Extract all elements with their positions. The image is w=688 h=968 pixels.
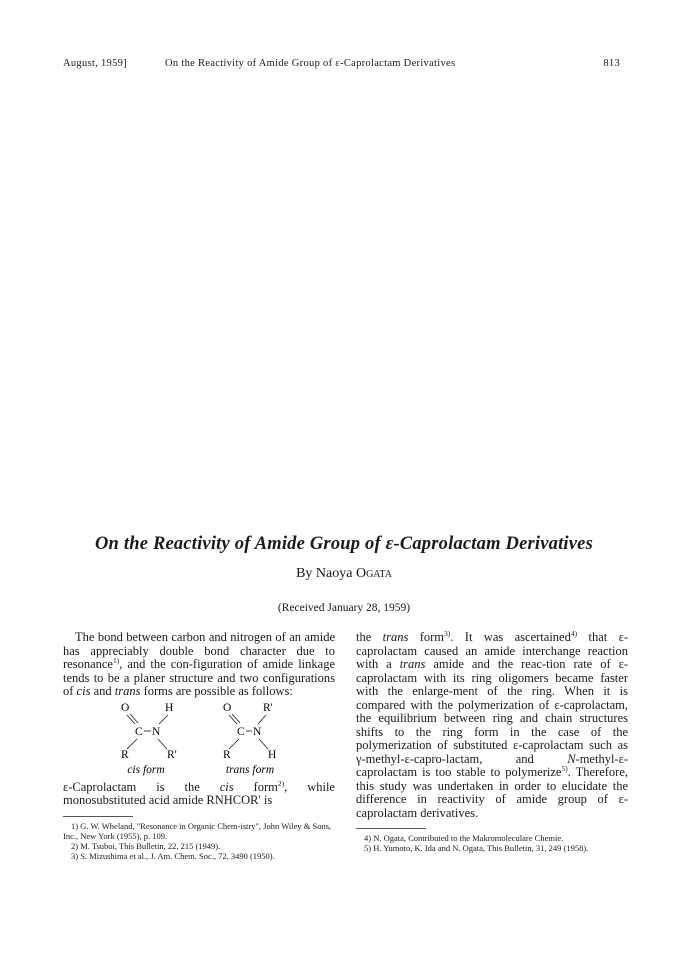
cis-bond-co-2: [130, 714, 138, 723]
cis-hydrogen: H: [165, 701, 174, 714]
n-prefix: N: [567, 751, 576, 766]
footnotes-right: [356, 833, 628, 853]
trans-form-label-text: trans form: [225, 763, 275, 776]
reference-1: 1): [112, 655, 120, 665]
structure-drawing: [63, 701, 335, 777]
footnote-divider: [356, 828, 426, 829]
received-date: (Received January 28, 1959): [277, 602, 411, 614]
article-title: On the Reactivity of Amide Group of ε-Caprolactam Derivatives: [95, 534, 593, 554]
intro-paragraph: [63, 631, 335, 699]
text-run: the: [356, 630, 383, 644]
cis-term: cis: [219, 779, 234, 794]
text-run: and: [90, 684, 115, 698]
reference-2: 2): [277, 778, 285, 788]
trans-bond-co-2: [232, 714, 240, 723]
cis-form-label: [127, 764, 164, 776]
cis-nitrogen: N: [152, 725, 161, 738]
text-run: ε-Caprolactam is the: [63, 779, 220, 794]
header-title: On the Reactivity of Amide Group of ε-Caprolactam Derivatives: [165, 58, 456, 69]
footnote-3: 3) S. Mizushima et al., J. Am. Chem. Soc., 72, 3490 (1950).: [71, 850, 275, 861]
text-run: , and the con-figuration of amide linkage tends to be a planer structure and two configurations of: [63, 657, 335, 698]
page-number: 813: [603, 58, 620, 69]
right-column: [356, 628, 628, 853]
cis-r-group: R: [121, 748, 129, 761]
running-header: [63, 58, 620, 72]
trans-r-group: R: [223, 748, 231, 761]
trans-form-label: [226, 764, 274, 776]
trans-bond-co-1: [229, 715, 237, 724]
amide-configuration-diagram: [63, 701, 335, 777]
footnote-2: 2) M. Tsuboi, This Bulletin, 22, 215 (1949).: [71, 840, 221, 851]
text-run: form: [408, 630, 445, 644]
reference-5: 5): [561, 763, 568, 773]
cis-term: cis: [76, 684, 91, 698]
cis-bond-cr: [127, 739, 137, 749]
header-date: August, 1959]: [63, 58, 127, 69]
trans-bond-nr: [258, 715, 266, 724]
left-column: [63, 631, 335, 861]
text-run: that ε-caprolactam caused an amide interchange reaction with a: [356, 630, 628, 671]
trans-bond-cr: [229, 739, 239, 749]
trans-term: trans: [399, 657, 426, 671]
footnote-5: 5) H. Yumoto, K. Ida and N. Ogata, This Bulletin, 31, 249 (1958).: [364, 843, 589, 853]
trans-carbon: C: [237, 725, 245, 738]
reference-4: 4): [570, 628, 578, 638]
text-run: forms are possible as follows:: [140, 684, 293, 698]
trans-bond-nh: [259, 739, 268, 749]
trans-term: trans: [382, 630, 409, 644]
byline: [0, 566, 688, 582]
cis-r-prime-group: R': [167, 748, 177, 761]
text-run: amide and the reac-tion rate of ε-caprolactam with its ring oligomers became faster with the enlarge-ment of the ring. When it is compared with the polymerization of ε-caprolactam, the equilibrium between ring and chain structures shifts to the ring form in the case of the polymerization of substituted ε-caprolactam such as γ-methyl-ε-capro-lactam, and: [356, 657, 628, 766]
footnote-4: 4) N. Ogata, Contributed to the Makromoleculare Chemie.: [364, 833, 564, 843]
text-run: , while monosubstituted acid amide RNHCOR' is: [63, 779, 335, 807]
trans-r-prime-group: R': [263, 701, 273, 714]
trans-term: trans: [114, 684, 141, 698]
cis-bond-co-1: [127, 715, 135, 724]
footnote-1: 1) G. W. Wheland, "Resonance in Organic Chem-istry", John Wiley & Sons, Inc., New York (1955), p. 109.: [63, 820, 332, 841]
cis-oxygen: O: [121, 701, 130, 714]
cis-carbon: C: [135, 725, 143, 738]
trans-nitrogen: N: [253, 725, 262, 738]
text-run: . It was ascertained: [450, 630, 571, 644]
text-run: form: [233, 779, 278, 794]
text-run: The bond between carbon and nitrogen of an amide has appreciably double bond character due to resonance: [63, 630, 335, 671]
trans-hydrogen: H: [268, 748, 277, 761]
reference-3: 3): [444, 628, 451, 638]
cis-form-label-text: cis form: [127, 763, 165, 776]
trans-oxygen: O: [223, 701, 232, 714]
text-run: . Therefore, this study was undertaken in order to elucidate the difference in reactivity of amide group of ε-caprolactam derivatives.: [356, 765, 628, 820]
cis-bond-nr: [158, 739, 167, 749]
text-run: -methyl-ε-caprolactam is too stable to polymerize: [356, 751, 628, 779]
caprolactam-paragraph: [63, 778, 335, 808]
footnote-divider: [63, 816, 133, 817]
cis-bond-nh: [159, 715, 168, 724]
footnotes-left: [63, 821, 335, 861]
byline-prefix: By Naoya: [296, 566, 353, 581]
author-surname: Ogata: [355, 566, 392, 581]
body-paragraph: [356, 628, 628, 820]
